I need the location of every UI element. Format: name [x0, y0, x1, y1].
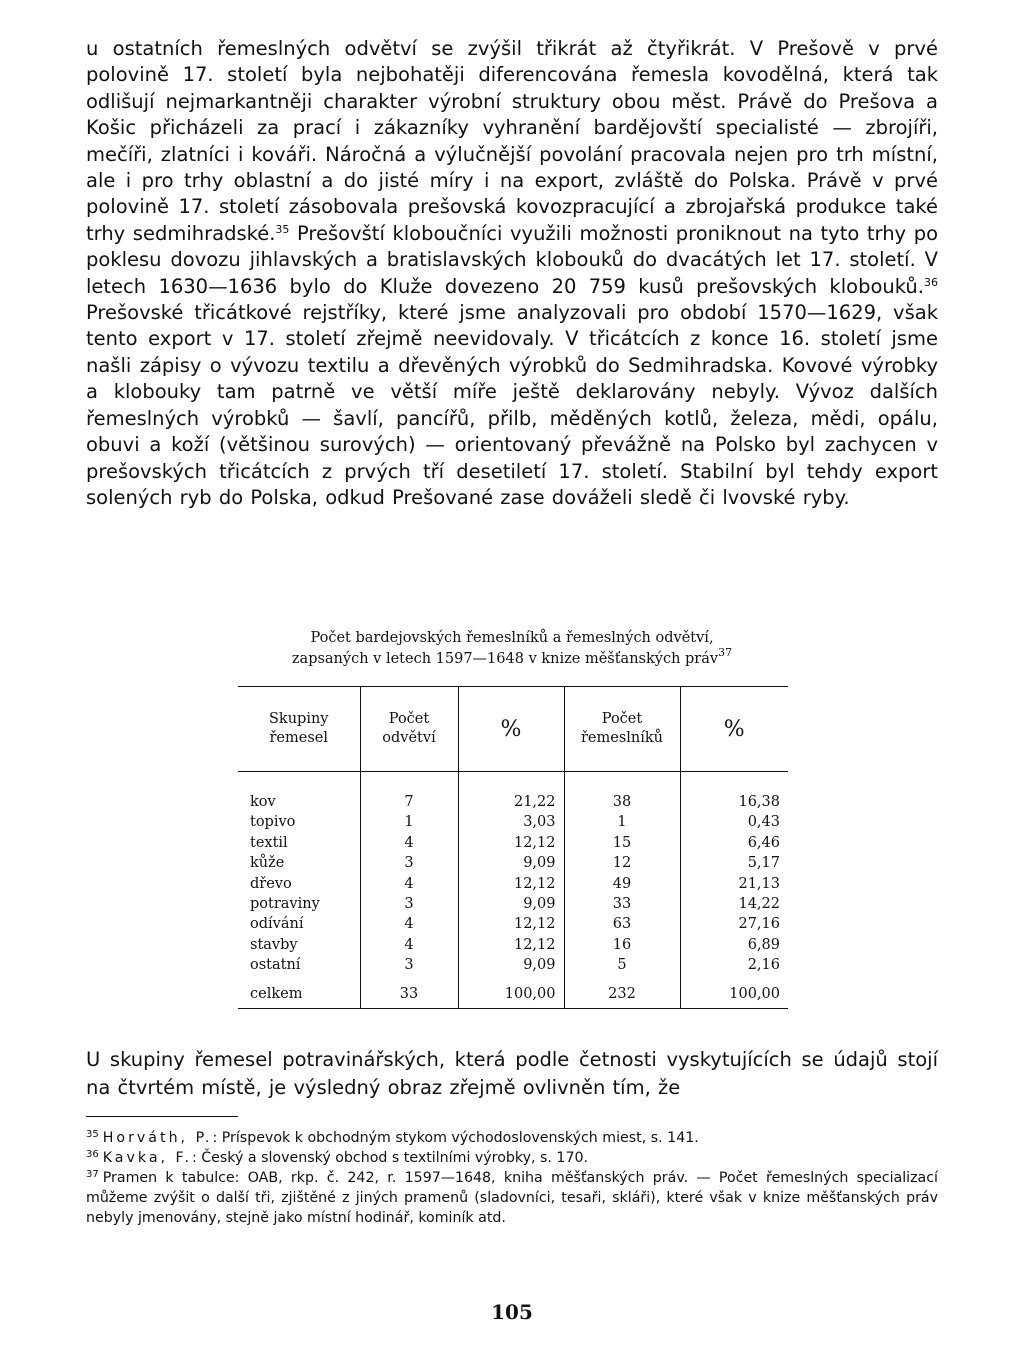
cell-craftsmen-count: 15: [564, 833, 680, 853]
cell-group: stavby: [250, 936, 298, 953]
cell-craftsmen-percent: 6,46: [680, 833, 788, 853]
cell-branch-percent: 3,03: [458, 812, 564, 832]
cell-branch-percent: 12,12: [458, 833, 564, 853]
cell-branch-percent: 12,12: [458, 935, 564, 955]
header-craftsmen-count: Počet řemeslníků: [564, 687, 680, 772]
footnote-ref-37: 37: [718, 646, 733, 659]
cell-branch-count: 4: [360, 833, 458, 853]
table-row: [238, 935, 788, 955]
cell-group: textil: [250, 834, 288, 851]
cell-branch-count: 4: [360, 874, 458, 894]
cell-craftsmen-count: 49: [564, 874, 680, 894]
cell-craftsmen-percent: 21,13: [680, 874, 788, 894]
cell-group: ostatní: [250, 957, 301, 974]
footnote-35: $^{35}$ Horváth, P.: Príspevok k obchodným stykom východoslovenských miest, s. 141.: [86, 1129, 699, 1146]
cell-branch-count: 3: [360, 853, 458, 873]
footnote-divider: [86, 1116, 238, 1117]
cell-group: potraviny: [250, 896, 320, 913]
table-caption-line1: Počet bardejovských řemeslníků a řemeslných odvětví,: [310, 630, 714, 646]
body-text-part1: u ostatních řemeslných odvětví se zvýšil třikrát až čtyřikrát. V Prešově v prvé polovině 17. století byla nejbohatěji diferencována řemesla kovodělná, která tak odlišují nejmarkantněji charakter výrobní struktury obou měst. Právě do Prešova a Košic přicházeli za prací i zákazníky vyhranění bardějovští specialisté — zbrojíři, mečíři, zlatníci i kováři. Náročná a výlučnější povolání pracovala nejen pro trh místní, ale i pro trhy oblastní a do jisté míry i na export, zvláště do Polska. Právě v prvé polovině 17. století zásobovala prešovská kovozpracující a zbrojařská produkce také trhy sedmihradské.: [86, 37, 938, 245]
cell-branch-percent: 21,22: [458, 792, 564, 812]
cell-craftsmen-percent: 100,00: [680, 984, 788, 1009]
continuation-text: U skupiny řemesel potravinářských, která podle četnosti vyskytujících se údajů stojí na čtvrtém místě, je výsledný obraz zřejmě ovlivněn tím, že: [86, 1048, 938, 1099]
footnotes: [86, 1128, 938, 1228]
cell-branch-count: 3: [360, 894, 458, 914]
cell-branch-count: 33: [360, 984, 458, 1009]
cell-craftsmen-percent: 27,16: [680, 914, 788, 934]
table-caption: [150, 628, 874, 670]
cell-craftsmen-percent: 16,38: [680, 792, 788, 812]
body-text-part2: Prešovští kloboučníci využili možnosti proniknout na tyto trhy po poklesu dovozu jihlavských a bratislavských klobouků do dvacátých let 17. století. V letech 1630—1636 bylo do Kluže dovezeno 20 759 kusů prešovských klobouků.: [86, 221, 938, 298]
cell-branch-percent: 9,09: [458, 894, 564, 914]
cell-group: celkem: [238, 984, 360, 1009]
table-row: [238, 894, 788, 914]
continuation-paragraph: [86, 1046, 938, 1102]
cell-branch-count: 7: [360, 792, 458, 812]
header-groups: Skupiny řemesel: [238, 687, 360, 772]
table-total-row: [238, 984, 788, 1009]
header-branch-count: Počet odvětví: [360, 687, 458, 772]
footnote-37: $^{37}$ Pramen k tabulce: OAB, rkp. č. 242, r. 1597—1648, kniha měšťanských práv. — Počet řemeslných specializací můžeme zvýšit o další tři, zjištěné z jiných pramenů (sladovníci, tesaři, skláři), které však v knize měšťanských práv nebyly jmenovány, stejně jako místní hodinář, kominík atd.: [86, 1169, 938, 1226]
cell-branch-count: 4: [360, 935, 458, 955]
footnote-36: $^{36}$ Kavka, F.: Český a slovenský obchod s textilními výrobky, s. 170.: [86, 1149, 589, 1166]
table-row: [238, 853, 788, 873]
cell-craftsmen-count: 63: [564, 914, 680, 934]
cell-group: kov: [250, 794, 276, 810]
table-header-row: [238, 687, 788, 772]
cell-branch-count: 3: [360, 955, 458, 975]
cell-craftsmen-count: 1: [564, 812, 680, 832]
cell-branch-count: 4: [360, 914, 458, 934]
table-row: [238, 812, 788, 832]
crafts-table: [238, 686, 788, 1009]
cell-group: dřevo: [250, 875, 292, 892]
cell-craftsmen-percent: 2,16: [680, 955, 788, 975]
body-paragraph: [86, 36, 938, 511]
table-row: [238, 914, 788, 934]
cell-branch-percent: 12,12: [458, 874, 564, 894]
body-text-part3: Prešovské třicátkové rejstříky, které jsme analyzovali pro období 1570—1629, však tento export v 17. století zřejmě neevidovaly. V třicátcích z konce 16. století jsme našli zápisy o vývozu textilu a dřevěných výrobků do Sedmihradska. Kovové výrobky a klobouky tam patrně ve větší míře ještě deklarovány nebyly. Vývoz dalších řemeslných výrobků — šavlí, pancířů, přilb, měděných kotlů, železa, mědi, opálu, obuvi a koží (většinou surových) — orientovaný převážně na Polsko byl zachycen v prešovských třicátcích z prvých tří desetiletí 17. století. Stabilní byl tehdy export solených ryb do Polska, odkud Prešované zase dováželi sledě či lvovské ryby.: [86, 301, 938, 509]
table-row: [238, 792, 788, 812]
header-craftsmen-percent: %: [680, 687, 788, 772]
header-branch-percent: %: [458, 687, 564, 772]
footnote-ref-35: 35: [275, 222, 290, 236]
cell-craftsmen-percent: 5,17: [680, 853, 788, 873]
cell-craftsmen-count: 38: [564, 792, 680, 812]
cell-craftsmen-percent: 6,89: [680, 935, 788, 955]
cell-group: odívání: [250, 916, 304, 933]
cell-craftsmen-count: 12: [564, 853, 680, 873]
page-number: 105: [491, 1300, 533, 1324]
cell-craftsmen-count: 33: [564, 894, 680, 914]
cell-branch-percent: 9,09: [458, 853, 564, 873]
table-row: [238, 833, 788, 853]
cell-craftsmen-percent: 14,22: [680, 894, 788, 914]
table-caption-line2: zapsaných v letech 1597—1648 v knize měšťanských práv: [291, 651, 719, 667]
cell-craftsmen-count: 232: [564, 984, 680, 1009]
cell-craftsmen-count: 5: [564, 955, 680, 975]
footnote-ref-36: 36: [924, 275, 938, 289]
table-row: [238, 955, 788, 975]
table-row: [238, 874, 788, 894]
cell-craftsmen-percent: 0,43: [680, 812, 788, 832]
cell-branch-percent: 12,12: [458, 914, 564, 934]
cell-branch-percent: 100,00: [458, 984, 564, 1009]
cell-branch-percent: 9,09: [458, 955, 564, 975]
cell-group: topivo: [250, 814, 296, 831]
cell-craftsmen-count: 16: [564, 935, 680, 955]
cell-group: kůže: [250, 855, 285, 872]
cell-branch-count: 1: [360, 812, 458, 832]
